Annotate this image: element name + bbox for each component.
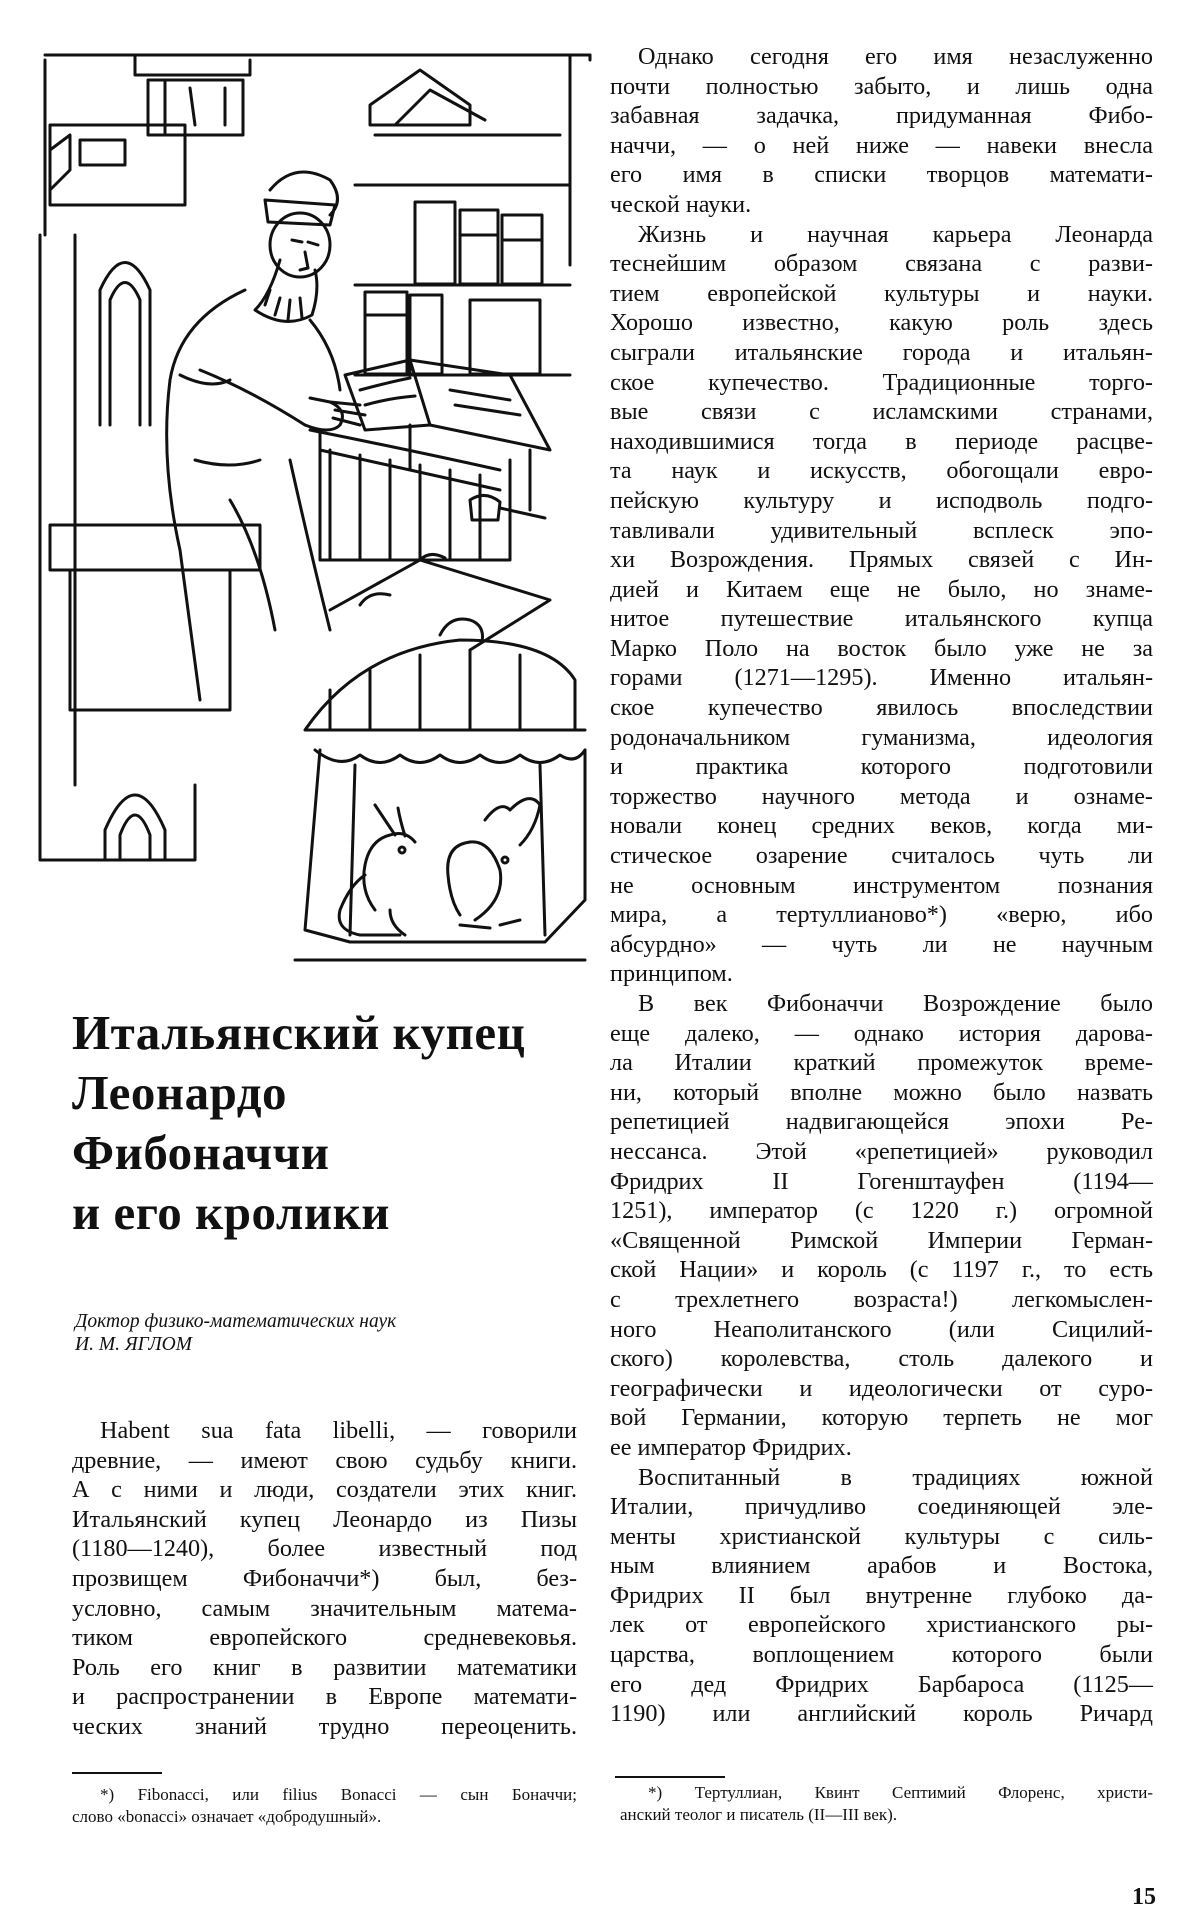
text-line: репетицией надвигающейся эпохи Ре-	[610, 1108, 1153, 1136]
text-line: еще далеко, — однако история дарова-	[610, 1019, 1153, 1047]
article-title	[72, 1003, 612, 1243]
text-line: древние, — имеют свою судьбу книги.	[72, 1446, 577, 1474]
text-line: царства, воплощением которого были	[610, 1641, 1153, 1669]
text-line: торжество научного метода и ознаме-	[610, 782, 1153, 810]
text-line: тием европейской культуры и науки.	[610, 279, 1153, 307]
paragraph	[610, 42, 1153, 220]
text-line: сыграли итальянские города и итальян-	[610, 338, 1153, 366]
footnote-line: *) Fibonacci, или filius Bonacci — сын Боначчи;	[100, 1785, 577, 1804]
text-line: его имя в списки творцов математи-	[610, 161, 1153, 189]
text-line: Воспитанный в традициях южной	[638, 1463, 1153, 1491]
text-line: нитое путешествие итальянского купца	[610, 605, 1153, 633]
text-line: вые связи с исламскими странами,	[610, 398, 1153, 426]
title-line: и его кролики	[72, 1185, 391, 1240]
text-line: Хорошо известно, какую роль здесь	[610, 309, 1153, 337]
footnote-line: слово «bonacci» означает «добродушный».	[72, 1807, 382, 1826]
text-line: нессанса. Этой «репетицией» руководил	[610, 1137, 1153, 1165]
text-line: и распространении в Европе математи-	[72, 1683, 577, 1711]
title-line: Фибоначчи	[72, 1125, 330, 1180]
text-line: с трехлетнего возраста!) легкомыслен-	[610, 1285, 1153, 1313]
text-line: 1251), император (с 1220 г.) огромной	[610, 1197, 1153, 1225]
text-line: родоначальником гуманизма, идеология	[610, 723, 1153, 751]
text-line: Роль его книг в развитии математики	[72, 1653, 577, 1681]
text-line: та наук и искусств, обогощали евро-	[610, 457, 1153, 485]
text-line: Жизнь и научная карьера Леонарда	[638, 220, 1153, 248]
text-line: географически и идеологически от суро-	[610, 1374, 1153, 1402]
text-line: пейскую культуру и исподволь подго-	[610, 486, 1153, 514]
footnote-right	[620, 1782, 1153, 1826]
text-line: и практика которого подготовили	[610, 753, 1153, 781]
text-line: новали конец средних веков, когда ми-	[610, 812, 1153, 840]
text-line: вой Германии, которую терпеть не мог	[610, 1404, 1153, 1432]
text-line: 1190) или английский король Ричард	[610, 1700, 1153, 1728]
text-line: ское купечество. Традиционные торго-	[610, 368, 1153, 396]
text-line: находившимися тогда в периоде расцве-	[610, 427, 1153, 455]
text-line: Итальянский купец Леонардо из Пизы	[72, 1505, 577, 1533]
text-line: менты христианской культуры с силь-	[610, 1522, 1153, 1550]
text-line: ным влиянием арабов и Востока,	[610, 1552, 1153, 1580]
paragraph	[610, 1463, 1153, 1729]
text-line: ного Неаполитанского (или Сицилий-	[610, 1315, 1153, 1343]
footnote-line: анский теолог и писатель (II—III век).	[620, 1805, 898, 1824]
text-line: Фридрих II был внутренне глубоко да-	[610, 1581, 1153, 1609]
text-line: прозвищем Фибоначчи*) был, без-	[72, 1564, 577, 1592]
paragraph	[72, 1416, 577, 1742]
paragraph	[610, 989, 1153, 1463]
author-name: И. М. ЯГЛОМ	[75, 1334, 193, 1355]
text-line: Марко Поло на восток было уже не за	[610, 634, 1153, 662]
text-line: Habent sua fata libelli, — говорили	[100, 1417, 577, 1444]
text-line: В век Фибоначчи Возрождение было	[638, 990, 1153, 1017]
text-line: ского) королевства, столь далекого и	[610, 1345, 1153, 1373]
text-line: абсурдно» — чуть ли не научным	[610, 930, 1153, 958]
text-line: Однако сегодня его имя незаслуженно	[638, 43, 1153, 70]
text-line: тавливали удивительный всплеск эпо-	[610, 516, 1153, 544]
text-line: принципом.	[610, 960, 733, 988]
text-line: дией и Китаем еще не было, но знаме-	[610, 575, 1153, 603]
text-line: ческой науки.	[610, 190, 752, 218]
text-line: ческих знаний трудно переоценить.	[72, 1712, 577, 1740]
text-line: почти полностью забыто, и лишь одна	[610, 72, 1153, 100]
text-line: тиком европейского средневековья.	[72, 1624, 577, 1652]
right-column	[610, 42, 1153, 1729]
text-line: «Священной Римской Империи Герман-	[610, 1226, 1153, 1254]
author-byline	[75, 1310, 396, 1356]
footnote-line: *) Тертуллиан, Квинт Септимий Флоренс, христи-	[648, 1783, 1153, 1802]
text-line: не основным инструментом познания	[610, 871, 1153, 899]
text-line: (1180—1240), более известный под	[72, 1535, 577, 1563]
text-line: Италии, причудливо соединяющей эле-	[610, 1493, 1153, 1521]
text-line: ее император Фридрих.	[610, 1433, 852, 1461]
text-line: мира, а тертуллианово*) «верю, ибо	[610, 901, 1153, 929]
text-line: стическое озарение считалось чуть ли	[610, 842, 1153, 870]
text-line: ла Италии краткий промежуток време-	[610, 1049, 1153, 1077]
page-number: 15	[1132, 1884, 1156, 1910]
title-line: Итальянский купец	[72, 1005, 526, 1060]
title-line: Леонардо	[72, 1065, 288, 1120]
text-line: хи Возрождения. Прямых связей с Ин-	[610, 546, 1153, 574]
text-line: ское купечество явилось впоследствии	[610, 694, 1153, 722]
footnote-rule	[72, 1772, 162, 1774]
text-line: Фридрих II Гогенштауфен (1194—	[610, 1167, 1153, 1195]
text-line: А с ними и люди, создатели этих книг.	[72, 1476, 577, 1504]
paragraph	[610, 220, 1153, 989]
text-line: ской Нации» и король (с 1197 г., то есть	[610, 1256, 1153, 1284]
footnote-left	[72, 1784, 577, 1828]
text-line: горами (1271—1295). Именно итальян-	[610, 664, 1153, 692]
author-title: Доктор физико-математических наук	[75, 1311, 397, 1332]
footnote-rule	[615, 1776, 725, 1778]
text-line: наччи, — о ней ниже — навеки внесла	[610, 131, 1153, 159]
text-line: ни, который вполне можно было назвать	[610, 1078, 1153, 1106]
scholar-with-rabbits-illustration	[30, 30, 595, 990]
text-line: забавная задачка, придуманная Фибо-	[610, 102, 1153, 130]
text-line: условно, самым значительным матема-	[72, 1594, 577, 1622]
text-line: лек от европейского христианского ры-	[610, 1611, 1153, 1639]
left-column-body	[72, 1416, 577, 1742]
text-line: его дед Фридрих Барбароса (1125—	[610, 1670, 1153, 1698]
text-line: теснейшим образом связана с разви-	[610, 250, 1153, 278]
